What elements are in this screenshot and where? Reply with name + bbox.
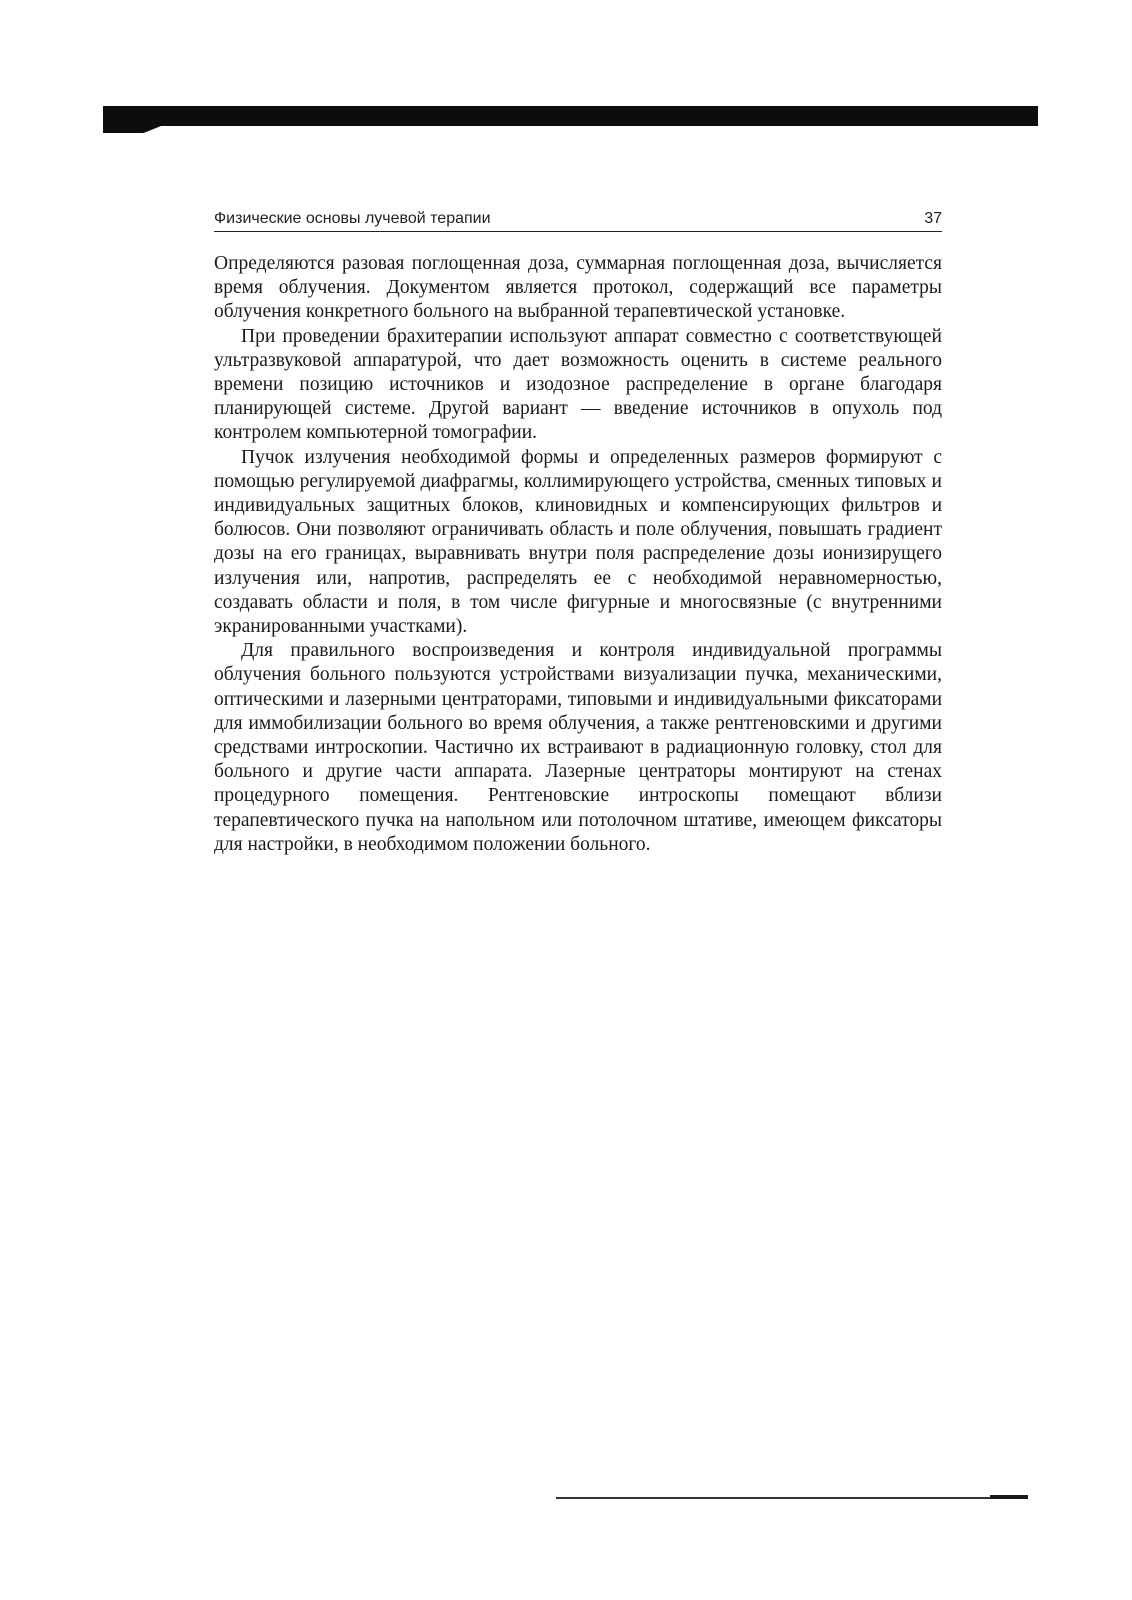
running-head-title: Физические основы лучевой терапии [214, 210, 491, 227]
top-decorative-bar [103, 106, 1038, 126]
page-number: 37 [924, 210, 942, 227]
top-bar-notch [103, 126, 161, 133]
body-text [214, 252, 942, 857]
paragraph-2: При проведении брахитерапии используют аппарат совместно с соответствующей ультразвуковой аппаратурой, что дает возможность оценить в системе реального времени позицию источников и изодозное распределение в органе благодаря планирующей системе. Другой вариант — введение источников в опухоль под контролем компьютерной томографии. [214, 325, 942, 444]
running-head [214, 207, 942, 232]
bottom-rule [556, 1497, 1028, 1499]
paragraph-3: Пучок излучения необходимой формы и определенных размеров формируют с помощью регулируемой диафрагмы, коллимирующего устройства, сменных типовых и индивидуальных защитных блоков, клиновидных и компенсирующих фильтров и болюсов. Они позволяют ограничивать область и поле облучения, повышать градиент дозы на его границах, выравнивать внутри поля распределение дозы ионизирущего излучения или, напротив, распределять ее с необходимой неравномерностью, создавать области и поля, в том числе фигурные и многосвязные (с внутренними экранированными участками). [214, 446, 942, 638]
bottom-rule-end [990, 1495, 1028, 1499]
paragraph-4: Для правильного воспроизведения и контроля индивидуальной программы облучения больного пользуются устройствами визуализации пучка, механическими, оптическими и лазерными центраторами, типовыми и индивидуальными фиксаторами для иммобилизации больного во время облучения, а также рентгеновскими и другими средствами интроскопии. Частично их встраивают в радиационную головку, стол для больного и другие части аппарата. Лазерные центраторы монтируют на стенах процедурного помещения. Рентгеновские интроскопы помещают вблизи терапевтического пучка на напольном или потолочном штативе, имеющем фиксаторы для настройки, в необходимом положении больного. [214, 640, 942, 855]
paragraph-1: Определяются разовая поглощенная доза, суммарная поглощенная доза, вычисляется время облучения. Документом является протокол, содержащий все параметры облучения конкретного больного на выбранной терапевтической установке. [214, 253, 942, 323]
